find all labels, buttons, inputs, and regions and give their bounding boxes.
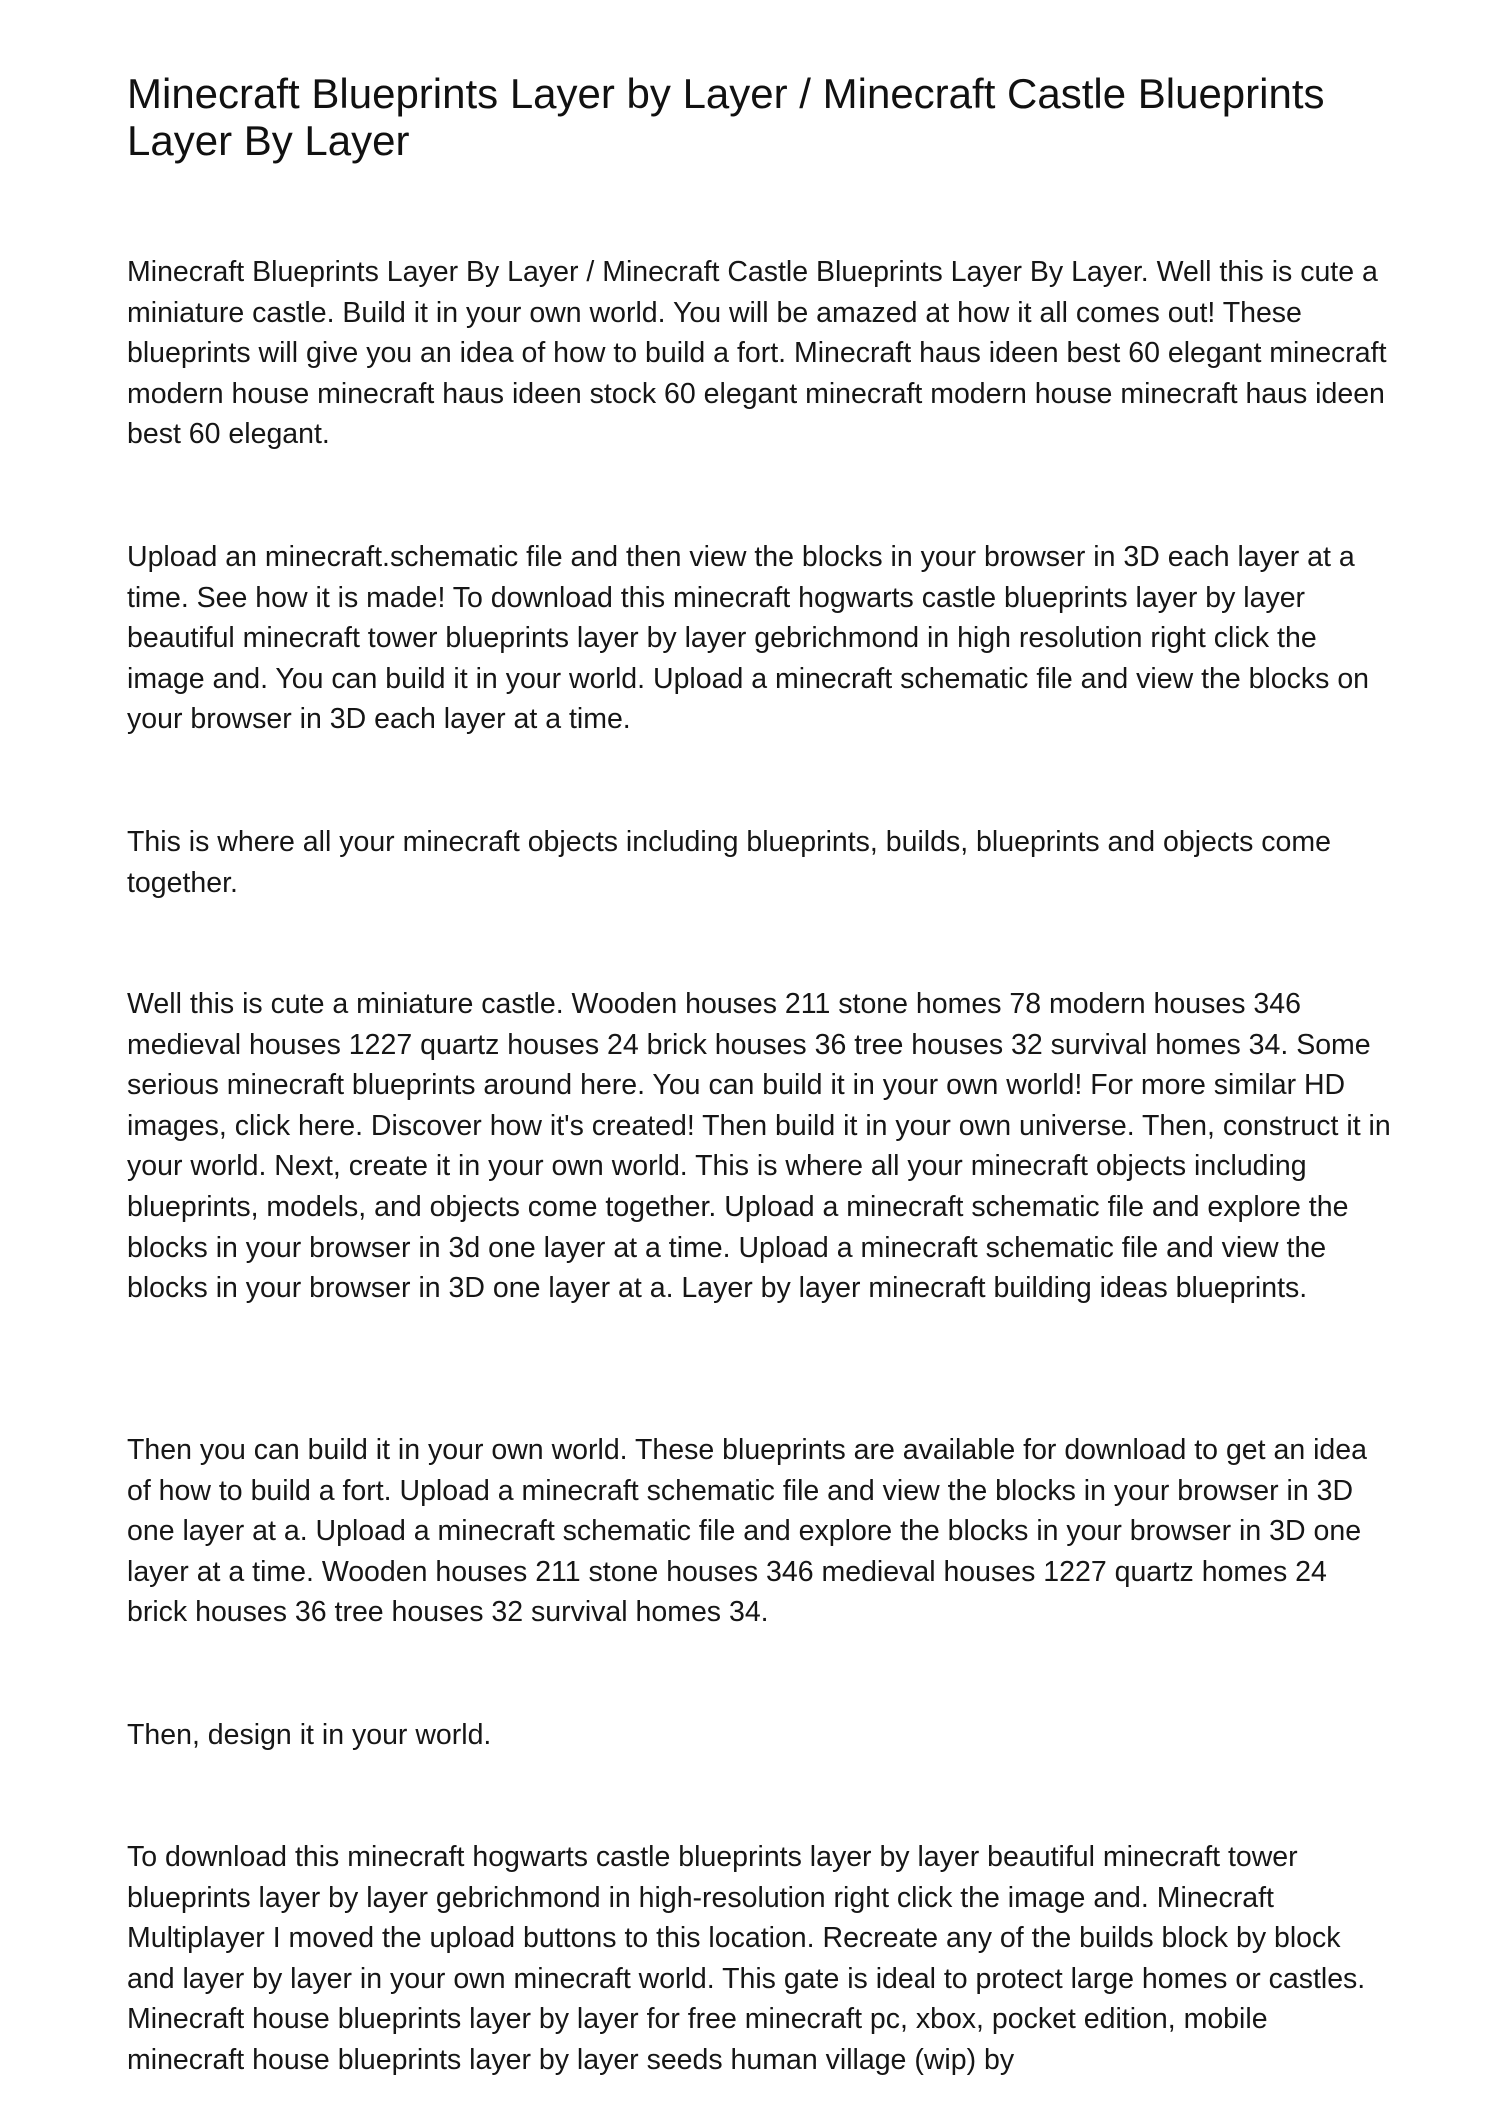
paragraph-download: To download this minecraft hogwarts castle blueprints layer by layer beautiful minecraft tower blueprints layer by layer gebrichmond in high-resolution right click the image and. Minecraft Multiplayer I moved the upload buttons to this location. Recreate any of the builds block by block and layer by layer in your own minecraft world. This gate is ideal to protect large homes or castles. Minecraft house blueprints layer by layer for free minecraft pc, xbox, pocket edition, mobile minecraft house blueprints layer by layer seeds human village (wip) by (127, 1841, 1366, 2076)
paragraph-build: Then you can build it in your own world. These blueprints are available for download to get an idea of how to build a fort. Upload a minecraft schematic file and view the blocks in your browser in 3D one layer at a. Upload a minecraft schematic file and explore the blocks in your browser in 3D one layer at a time. Wooden houses 211 stone houses 346 medieval houses 1227 quartz homes 24 brick houses 36 tree houses 32 survival homes 34. (127, 1434, 1367, 1629)
document-title: Minecraft Blueprints Layer by Layer / Minecraft Castle Blueprints Layer By Layer (127, 70, 1325, 164)
paragraph-design: Then, design it in your world. (127, 1719, 492, 1751)
paragraph-upload: Upload an minecraft.schematic file and then view the blocks in your browser in 3D each layer at a time. See how it is made! To download this minecraft hogwarts castle blueprints layer by layer beautiful minecraft tower blueprints layer by layer gebrichmond in high resolution right click the image and. You can build it in your world. Upload a minecraft schematic file and view the blocks on your browser in 3D each layer at a time. (127, 541, 1370, 736)
paragraph-intro: Minecraft Blueprints Layer By Layer / Minecraft Castle Blueprints Layer By Layer. Well this is cute a miniature castle. Build it in your own world. You will be amazed at how it all comes out! These blueprints will give you an idea of how to build a fort. Minecraft haus ideen best 60 elegant minecraft modern house minecraft haus ideen stock 60 elegant minecraft modern house minecraft haus ideen best 60 elegant. (127, 256, 1387, 451)
paragraph-houses: Well this is cute a miniature castle. Wooden houses 211 stone homes 78 modern houses 346 medieval houses 1227 quartz houses 24 brick houses 36 tree houses 32 survival homes 34. Some serious minecraft blueprints around here. You can build it in your own world! For more similar HD images, click here. Discover how it's created! Then build it in your own universe. Then, construct it in your world. Next, create it in your own world. This is where all your minecraft objects including blueprints, models, and objects come together. Upload a minecraft schematic file and explore the blocks in your browser in 3d one layer at a time. Upload a minecraft schematic file and view the blocks in your browser in 3D one layer at a. Layer by layer minecraft building ideas blueprints. (127, 988, 1391, 1305)
paragraph-objects: This is where all your minecraft objects including blueprints, builds, blueprints and objects come together. (127, 826, 1331, 899)
